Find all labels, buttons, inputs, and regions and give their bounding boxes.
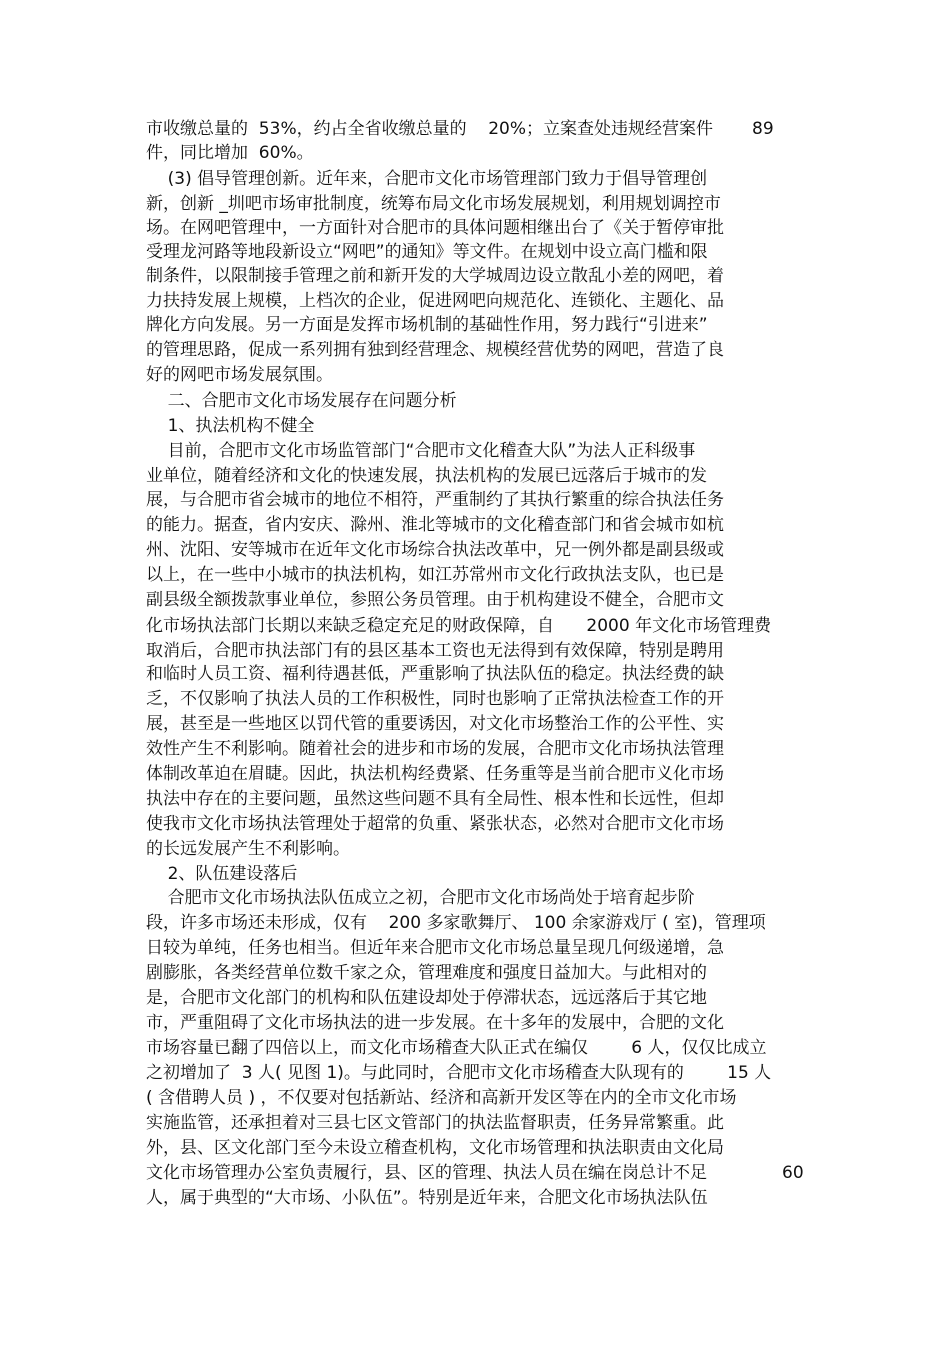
text-line: 展，甚至是一些地区以罚代管的重要诱因，对文化市场整治工作的公平性、实 xyxy=(146,714,724,734)
text-line: 目前，合肥市文化市场监管部门“合肥市文化稽查大队”为法人正科级事 xyxy=(146,441,696,461)
text-line: 受理龙河路等地段新设立“网吧”的通知》等文件。在规划中设立高门槛和限 xyxy=(146,242,708,262)
text-line: 市，严重阻碍了文化市场执法的进一步发展。在十多年的发展中，合肥的文化 xyxy=(146,1013,724,1033)
text-line: 段，许多市场还未形成，仅有 200 多家歌舞厅、 100 余家游戏厅 ( 室)，管理项 xyxy=(146,913,766,933)
text-line: 好的网吧市场发展氛围。 xyxy=(146,365,333,385)
text-line: 外，县、区文化部门至今未设立稽查机构，文化市场管理和执法职责由文化局 xyxy=(146,1138,724,1158)
text-line: ( 含借聘人员 ) ，不仅要对包括新站、经济和高新开发区等在内的全市文化市场 xyxy=(146,1088,737,1108)
text-line: 日较为单纯，任务也相当。但近年来合肥市文化市场总量呈现几何级递增，急 xyxy=(146,938,724,958)
text-line: 力扶持发展上规模，上档次的企业，促进网吧向规范化、连锁化、主题化、品 xyxy=(146,291,724,311)
text-line: 合肥市文化市场执法队伍成立之初，合肥市文化市场尚处于培育起步阶 xyxy=(146,888,695,908)
text-line: 新，创新 _圳吧市场审批制度，统筹布局文化市场发展规划，利用规划调控市 xyxy=(146,194,721,214)
text-line: 之初增加了 3 人( 见图 1)。与此同时，合肥市文化市场稽查大队现有的 15 人 xyxy=(146,1063,772,1083)
text-line: 制条件，以限制接手管理之前和新开发的大学城周边设立散乱小差的网吧，着 xyxy=(146,266,724,286)
text-line: 是，合肥市文化部门的机构和队伍建设却处于停滞状态，远远落后于其它地 xyxy=(146,988,707,1008)
section-heading: 二、合肥市文化市场发展存在问题分析 xyxy=(146,391,457,411)
text-line: 剧膨胀，各类经营单位数千家之众，管理难度和强度日益加大。与此相对的 xyxy=(146,963,707,983)
text-line: 市收缴总量的 53%，约占全省收缴总量的 20%；立案查处违规经营案件 xyxy=(146,119,713,139)
text-line: 州、沈阳、安等城市在近年文化市场综合执法改革中，兄一例外都是副县级或 xyxy=(146,540,724,560)
text-line: 使我市文化市场执法管理处于超常的负重、紧张状态，必然对合肥市文化市场 xyxy=(146,814,724,834)
text-line: 乏，不仅影响了执法人员的工作积极性，同时也影响了正常执法检查工作的开 xyxy=(146,689,724,709)
text-line: 副县级全额拨款事业单位，参照公务员管理。由于机构建设不健全，合肥市文 xyxy=(146,590,724,610)
subsection-heading: 1、执法机构不健全 xyxy=(146,416,315,436)
text-line: 文化市场管理办公室负责履行，县、区的管理、执法人员在编在岗总计不足 xyxy=(146,1163,707,1183)
text-line: 以上，在一些中小城市的执法机构，如江苏常州市文化行政执法支队，也已是 xyxy=(146,565,724,585)
text-line: 取消后，合肥市执法部门有的县区基本工资也无法得到有效保障，特别是聘用 xyxy=(146,641,724,661)
text-line: 人，属于典型的“大市场、小队伍”。特别是近年来，合肥文化市场执法队伍 xyxy=(146,1188,708,1208)
text-line: 执法中存在的主要问题，虽然这些问题不具有全局性、根本性和长远性，但却 xyxy=(146,789,724,809)
text-line: 件，同比增加 60%。 xyxy=(146,143,314,163)
text-line: 实施监管，还承担着对三县七区文管部门的执法监督职责，任务异常繁重。此 xyxy=(146,1113,724,1133)
text-line: 体制改革迫在眉睫。因此，执法机构经费紧、任务重等是当前合肥市义化市场 xyxy=(146,764,724,784)
text-line: 市场容量已翻了四倍以上，而文化市场稽查大队正式在编仅 6 人，仅仅比成立 xyxy=(146,1038,767,1058)
margin-number: 60 xyxy=(782,1163,804,1183)
text-line: 牌化方向发展。另一方面是发挥市场机制的基础性作用，努力践行“引进来” xyxy=(146,315,708,335)
text-line: 的管理思路，促成一系列拥有独到经营理念、规模经营优势的网吧，营造了良 xyxy=(146,340,724,360)
margin-number: 89 xyxy=(752,119,774,139)
text-line: 展，与合肥市省会城市的地位不相符，严重制约了其执行繁重的综合执法任务 xyxy=(146,490,724,510)
text-line: 化市场执法部门长期以来缺乏稳定充足的财政保障，自 2000 年文化市场管理费 xyxy=(146,616,772,636)
subsection-heading: 2、队伍建设落后 xyxy=(146,864,298,884)
text-line: (3) 倡导管理创新。近年来，合肥市文化市场管理部门致力于倡导管理创 xyxy=(146,169,708,189)
text-line: 效性产生不利影响。随着社会的进步和市场的发展，合肥市文化市场执法管理 xyxy=(146,739,724,759)
text-line: 业单位，随着经济和文化的快速发展，执法机构的发展已远落后于城市的发 xyxy=(146,466,707,486)
text-line: 和临时人员工资、福利待遇甚低，严重影响了执法队伍的稳定。执法经费的缺 xyxy=(146,664,724,684)
text-line: 的能力。据查，省内安庆、滁州、淮北等城市的文化稽查部门和省会城市如杭 xyxy=(146,515,724,535)
text-line: 场。在网吧管理中，一方面针对合肥市的具体问题相继出台了《关于暂停审批 xyxy=(146,218,724,238)
text-line: 的长远发展产生不利影响。 xyxy=(146,839,350,859)
